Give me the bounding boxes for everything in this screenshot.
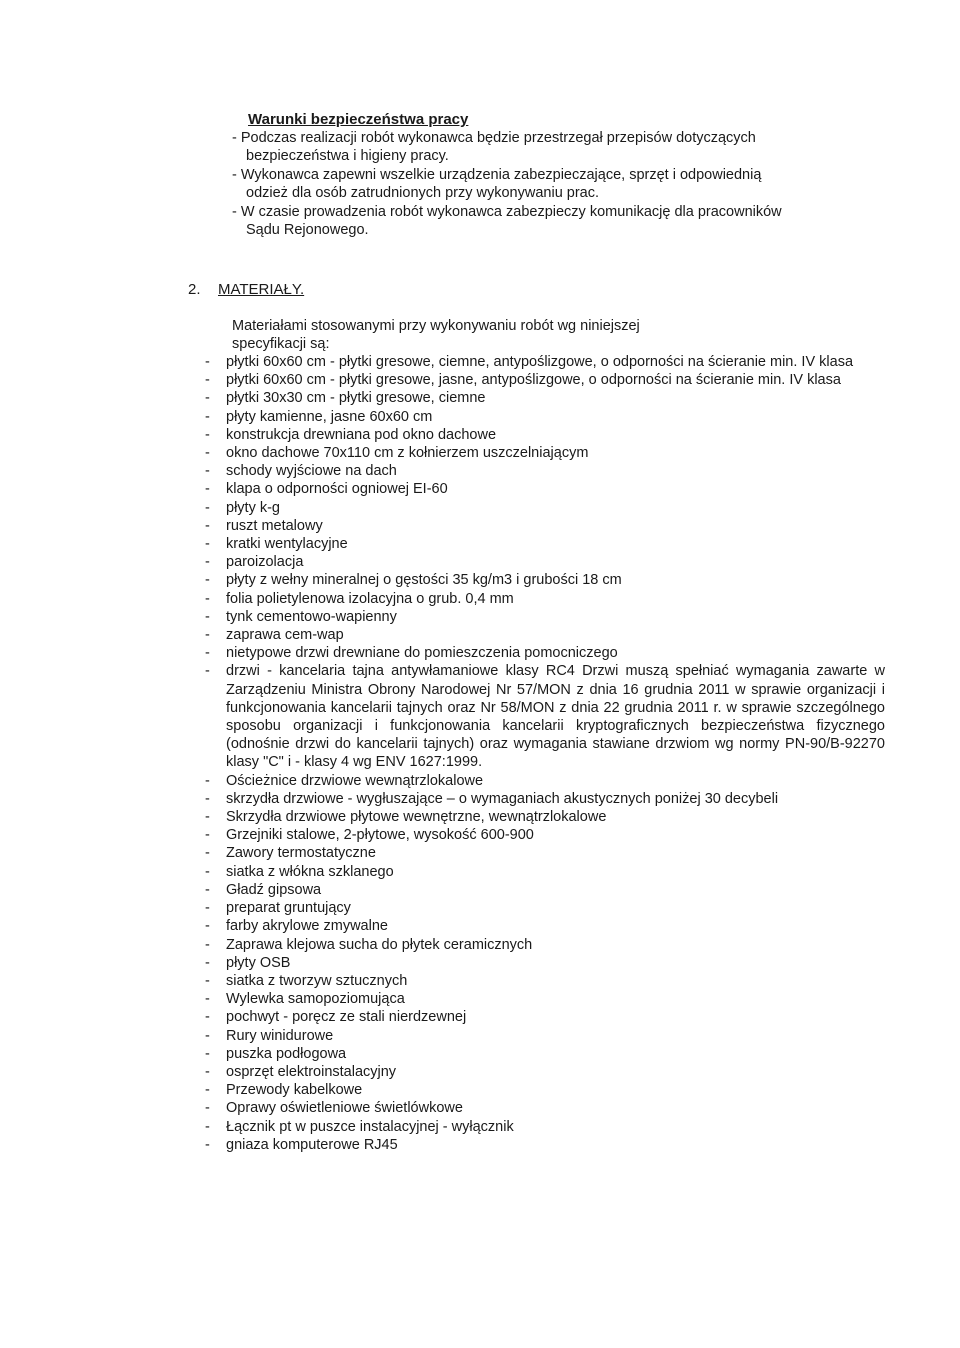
material-item [205,972,885,990]
list-dash: - [205,790,210,807]
material-item [205,408,885,426]
material-text: nietypowe drzwi drewniane do pomieszczenia pomocniczego [226,645,618,662]
safety-item: - Wykonawca zapewni wszelkie urządzenia zabezpieczające, sprzęt i odpowiednią odzież dla osób zatrudnionych przy wykonywaniu prac. [232,166,762,202]
material-item [205,480,885,498]
material-text: folia polietylenowa izolacyjna o grub. 0,4 mm [226,590,514,607]
material-item [205,1118,885,1136]
materials-intro: Materiałami stosowanymi przy wykonywaniu robót wg niniejszej specyfikacji są: [232,318,640,353]
material-text: płytki 60x60 cm - płytki gresowe, jasne, antypoślizgowe, o odporności na ścieranie min. IV klasa [226,372,841,389]
material-item [205,1063,885,1081]
list-dash: - [205,554,210,571]
material-item [205,426,885,444]
material-text: siatka z tworzyw sztucznych [226,972,408,989]
material-item [205,990,885,1008]
material-text: kratki wentylacyjne [226,536,348,553]
safety-list [232,129,792,239]
material-item [205,863,885,881]
material-item [205,662,885,771]
list-dash: - [205,517,210,534]
materials-heading [188,281,304,298]
material-item [205,608,885,626]
material-item [205,844,885,862]
list-dash: - [205,590,210,607]
material-text: osprzęt elektroinstalacyjny [226,1063,397,1080]
material-item [205,954,885,972]
material-text: płytki 30x30 cm - płytki gresowe, ciemne [226,390,486,407]
material-text: schody wyjściowe na dach [226,463,397,480]
materials-list [205,353,885,1154]
material-text: paroizolacja [226,554,304,571]
material-item [205,499,885,517]
material-item [205,917,885,935]
material-item [205,936,885,954]
list-dash: - [205,845,210,862]
material-text: okno dachowe 70x110 cm z kołnierzem uszczelniającym [226,445,589,462]
material-text: puszka podłogowa [226,1045,347,1062]
material-item [205,626,885,644]
list-dash: - [205,354,210,370]
material-item [205,553,885,571]
list-dash: - [205,499,210,516]
material-item [205,462,885,480]
list-dash: - [205,390,210,407]
material-item [205,808,885,826]
material-item [205,517,885,535]
list-dash: - [205,881,210,898]
section-title: MATERIAŁY. [218,281,305,298]
material-text: klapa o odporności ogniowej EI-60 [226,481,448,498]
safety-item: - W czasie prowadzenia robót wykonawca zabezpieczy komunikację dla pracowników Sądu Rejonowego. [232,203,782,239]
material-item [205,371,885,389]
safety-heading: Warunki bezpieczeństwa pracy [248,111,469,128]
list-dash: - [205,1045,210,1062]
material-text: Skrzydła drzwiowe płytowe wewnętrzne, wewnątrzlokalowe [226,809,607,826]
list-dash: - [205,426,210,443]
list-dash: - [205,1100,210,1117]
material-item [205,353,885,371]
material-text: tynk cementowo-wapienny [226,608,397,625]
list-dash: - [205,772,210,789]
material-text: Zaprawa klejowa sucha do płytek ceramicznych [226,936,533,953]
material-text: siatka z włókna szklanego [226,863,394,880]
material-item [205,899,885,917]
list-dash: - [205,972,210,989]
material-item [205,1081,885,1099]
material-text: płyty OSB [226,954,291,971]
list-dash: - [205,918,210,935]
material-text: Ościeżnice drzwiowe wewnątrzlokalowe [226,772,484,789]
material-item [205,444,885,462]
material-item [205,826,885,844]
list-dash: - [205,408,210,425]
material-text: skrzydła drzwiowe - wygłuszające – o wymaganiach akustycznych poniżej 30 decybeli [226,790,779,807]
list-dash: - [205,991,210,1008]
list-dash: - [205,1082,210,1099]
material-text: pochwyt - poręcz ze stali nierdzewnej [226,1009,467,1026]
material-item [205,590,885,608]
list-dash: - [205,445,210,462]
list-dash: - [205,1136,210,1153]
list-dash: - [205,572,210,589]
material-text: płyty z wełny mineralnej o gęstości 35 kg/m3 i grubości 18 cm [226,572,622,589]
material-text: ruszt metalowy [226,517,323,534]
list-dash: - [205,481,210,498]
material-item [205,571,885,589]
material-text: płyty k-g [226,499,280,516]
list-dash: - [205,954,210,971]
material-text: płytki 60x60 cm - płytki gresowe, ciemne, antypoślizgowe, o odporności na ścieranie min. IV klasa [226,354,854,370]
material-item [205,1008,885,1026]
list-dash: - [205,463,210,480]
list-dash: - [205,372,210,389]
list-dash: - [205,645,210,662]
material-item [205,772,885,790]
material-text: Wylewka samopoziomująca [226,991,405,1008]
list-dash: - [205,1118,210,1135]
material-item [205,790,885,808]
material-item [205,1045,885,1063]
list-dash: - [205,827,210,844]
material-text: Rury winidurowe [226,1027,334,1044]
material-text: zaprawa cem-wap [226,627,344,644]
list-dash: - [205,627,210,644]
material-text: farby akrylowe zmywalne [226,918,388,935]
safety-item: - Podczas realizacji robót wykonawca będzie przestrzegał przepisów dotyczących bezpieczeństwa i higieny pracy. [232,130,756,165]
list-dash: - [205,663,210,680]
section-number: 2. [188,281,201,298]
material-text: płyty kamienne, jasne 60x60 cm [226,408,433,425]
list-dash: - [205,536,210,553]
material-item [205,1027,885,1045]
list-dash: - [205,1027,210,1044]
list-dash: - [205,1063,210,1080]
material-text: gniaza komputerowe RJ45 [226,1136,398,1153]
material-text: Łącznik pt w puszce instalacyjnej - wyłącznik [226,1118,514,1135]
material-item [205,535,885,553]
material-item [205,1136,885,1154]
material-text: Oprawy oświetleniowe świetlówkowe [226,1100,463,1117]
material-text: Przewody kabelkowe [226,1082,363,1099]
list-dash: - [205,900,210,917]
list-dash: - [205,863,210,880]
list-dash: - [205,1009,210,1026]
material-text: Gładź gipsowa [226,881,322,898]
list-dash: - [205,608,210,625]
material-item [205,881,885,899]
material-item [205,1099,885,1117]
material-text: preparat gruntujący [226,900,351,917]
material-text: drzwi - kancelaria tajna antywłamaniowe klasy RC4 Drzwi muszą spełniać wymagania zawarte w Zarządzeniu Ministra Obrony Narodowej Nr 57/MON z dnia 16 grudnia 2011 w sprawie organizacji i funkcjonowania kancelarii tajnych oraz Nr 58/MON z dnia 22 grudnia 2011 r. w sprawie szczególnego sposobu organizacji i funkcjonowania kancelarii kryptograficznych bezpieczeństwa fizycznego (odnośnie drzwi do kancelarii tajnych) oraz wymagania stawiane drzwiom wg normy PN-90/B-92270 klasy "C" i - klasy 4 wg ENV 1627:1999. [226,663,885,771]
list-dash: - [205,936,210,953]
list-dash: - [205,809,210,826]
material-item [205,389,885,407]
material-text: Grzejniki stalowe, 2-płytowe, wysokość 600-900 [226,827,534,844]
material-item [205,644,885,662]
material-text: konstrukcja drewniana pod okno dachowe [226,426,497,443]
material-text: Zawory termostatyczne [226,845,376,862]
